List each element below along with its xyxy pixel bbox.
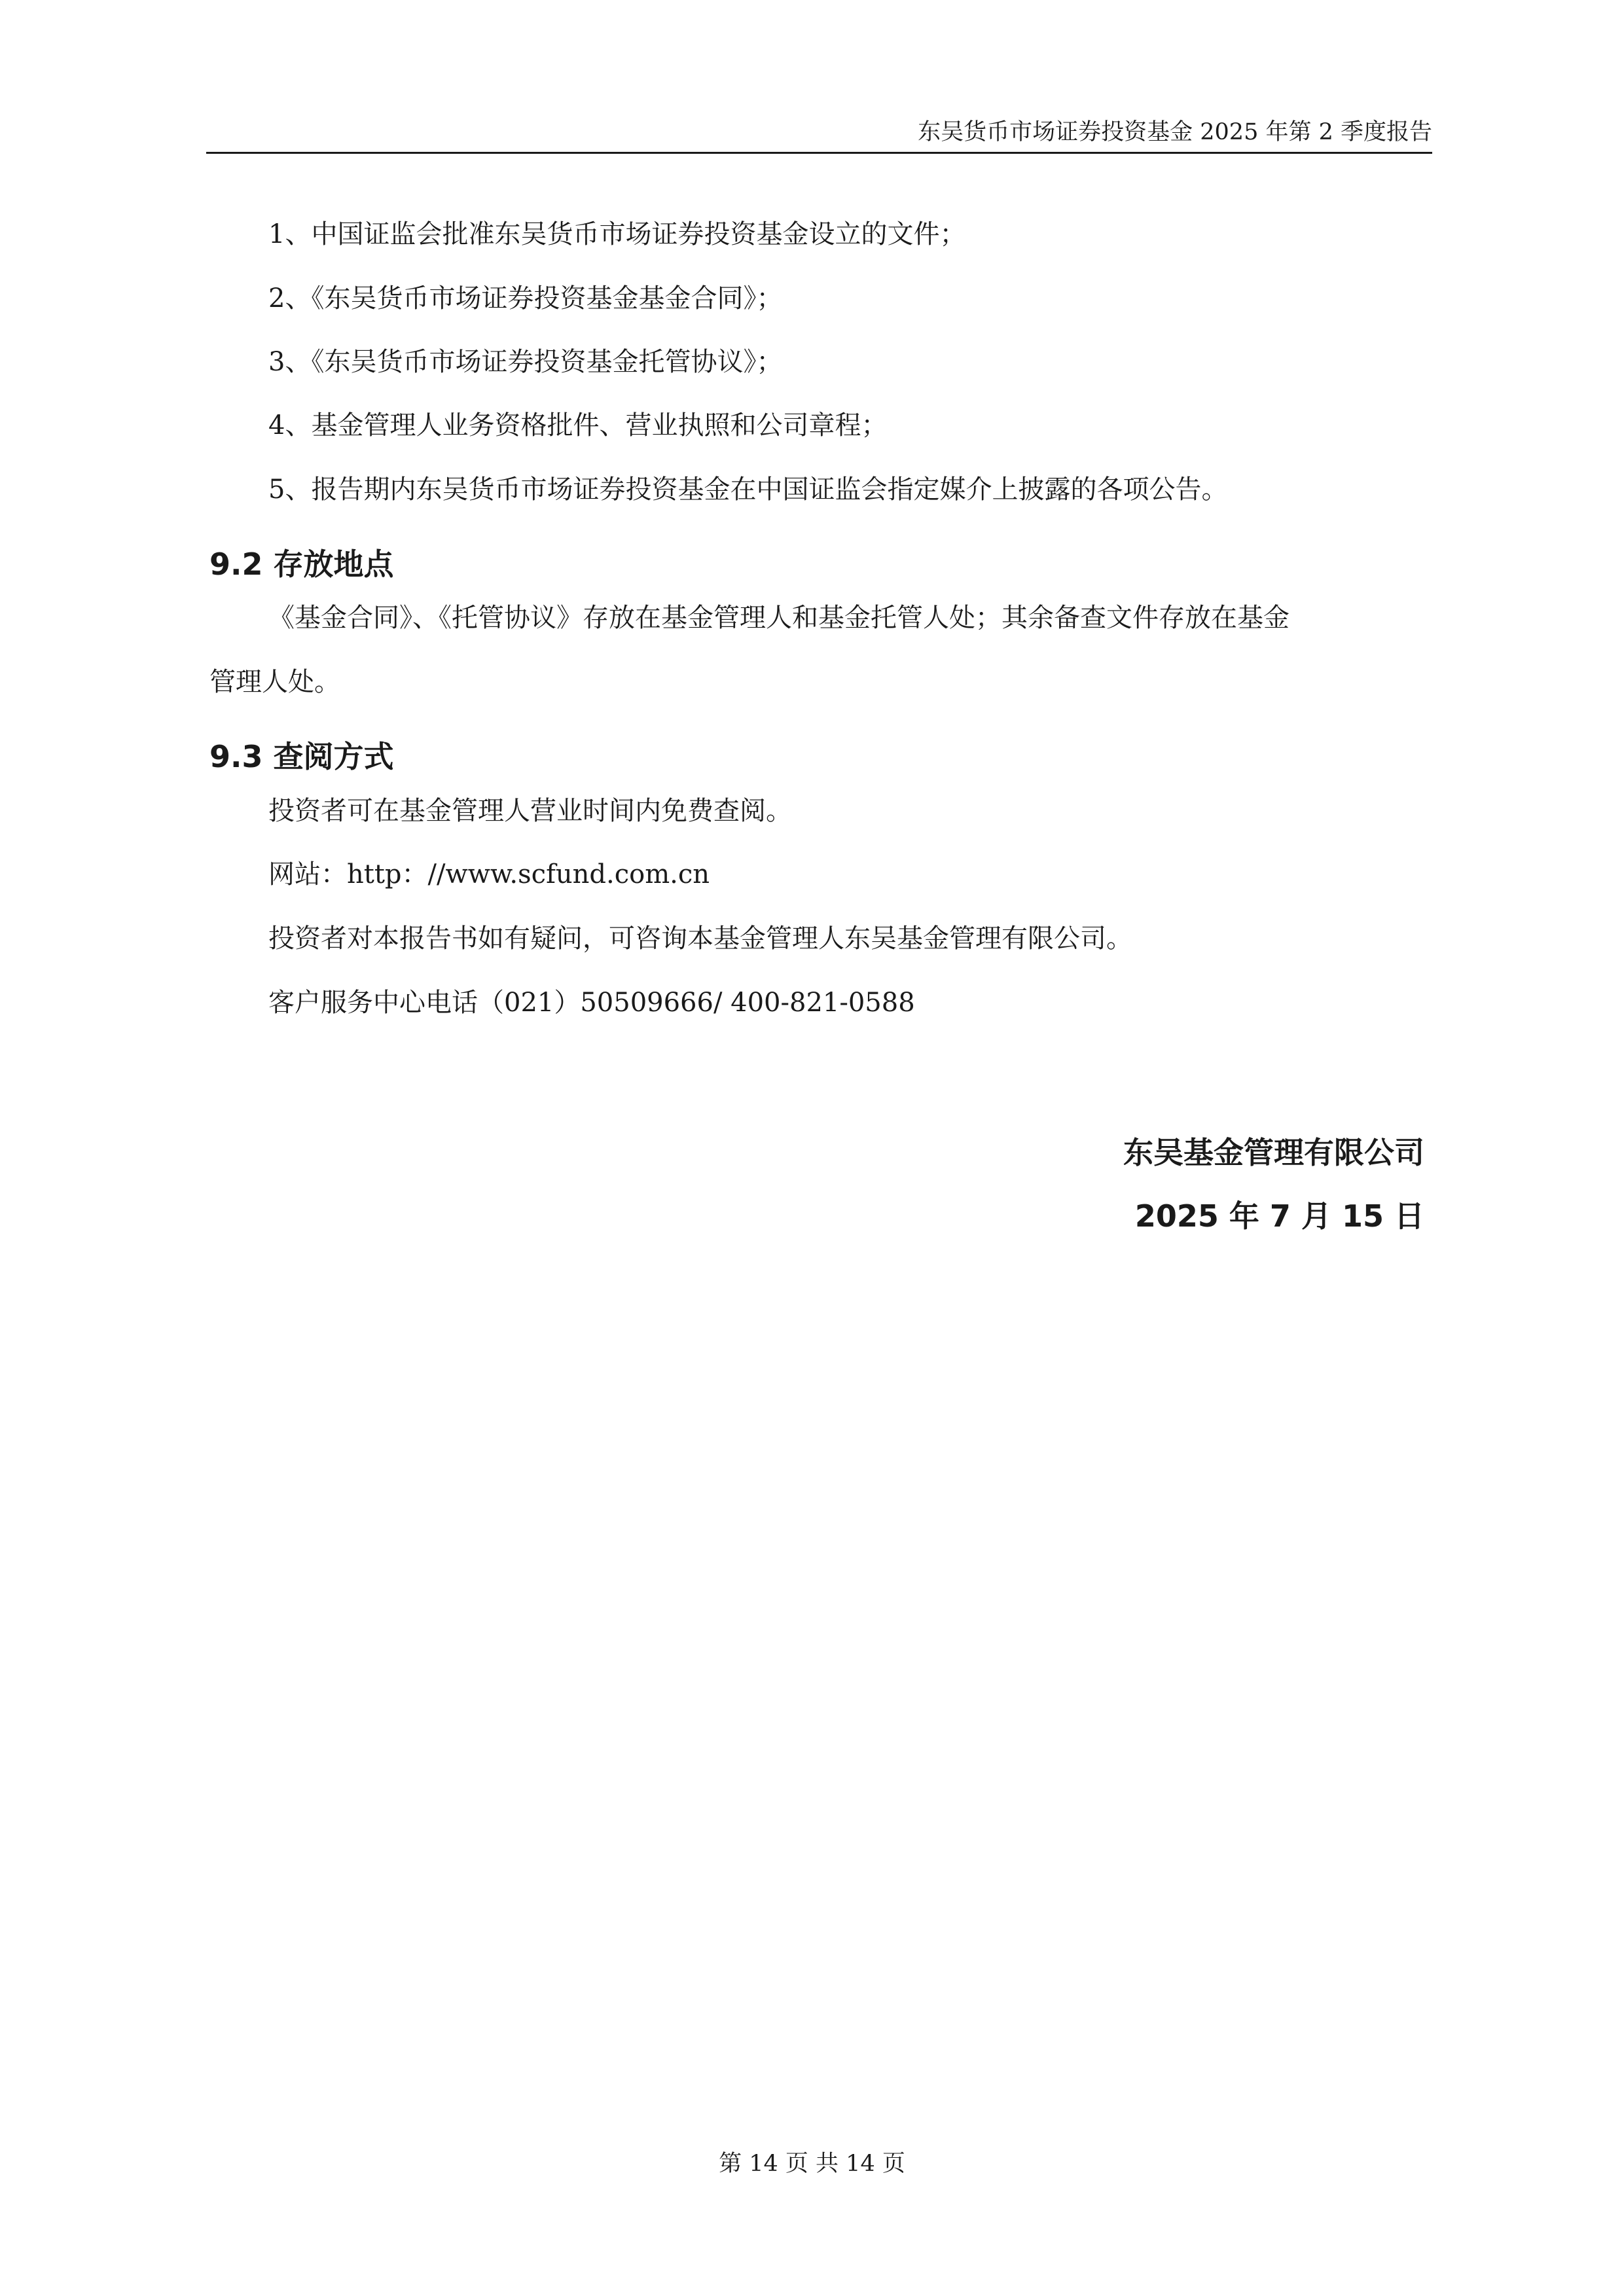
document-item-3: 3、《东吴货币市场证券投资基金托管协议》； [268, 347, 783, 377]
document-item-5: 5、报告期内东吴货币市场证券投资基金在中国证监会指定媒介上披露的各项公告。 [268, 475, 1228, 505]
signature-company: 东吴基金管理有限公司 [1123, 1135, 1424, 1170]
section-9-3-heading: 9.3 查阅方式 [209, 739, 394, 774]
section-9-2-heading: 9.2 存放地点 [209, 547, 394, 582]
section-9-3-website: 网站：http：//www.scfund.com.cn [268, 859, 710, 889]
section-9-2-body-line2: 管理人处。 [209, 667, 340, 697]
section-9-3-phone: 客户服务中心电话（021）50509666/ 400-821-0588 [268, 988, 915, 1018]
signature-date: 2025 年 7 月 15 日 [1134, 1198, 1424, 1234]
section-9-3-line3: 投资者对本报告书如有疑问，可咨询本基金管理人东吴基金管理有限公司。 [268, 924, 1132, 954]
document-item-1: 1、中国证监会批准东吴货币市场证券投资基金设立的文件； [268, 219, 966, 249]
section-9-2-body-line1: 《基金合同》、《托管协议》存放在基金管理人和基金托管人处；其余备查文件存放在基金 [268, 603, 1290, 633]
document-item-4: 4、基金管理人业务资格批件、营业执照和公司章程； [268, 410, 888, 440]
header-title: 东吴货币市场证券投资基金 2025 年第 2 季度报告 [918, 119, 1432, 145]
section-9-3-line1: 投资者可在基金管理人营业时间内免费查阅。 [268, 796, 792, 826]
page-footer: 第 14 页 共 14 页 [719, 2151, 905, 2177]
document-item-2: 2、《东吴货币市场证券投资基金基金合同》； [268, 283, 783, 314]
page-header [206, 109, 1432, 154]
